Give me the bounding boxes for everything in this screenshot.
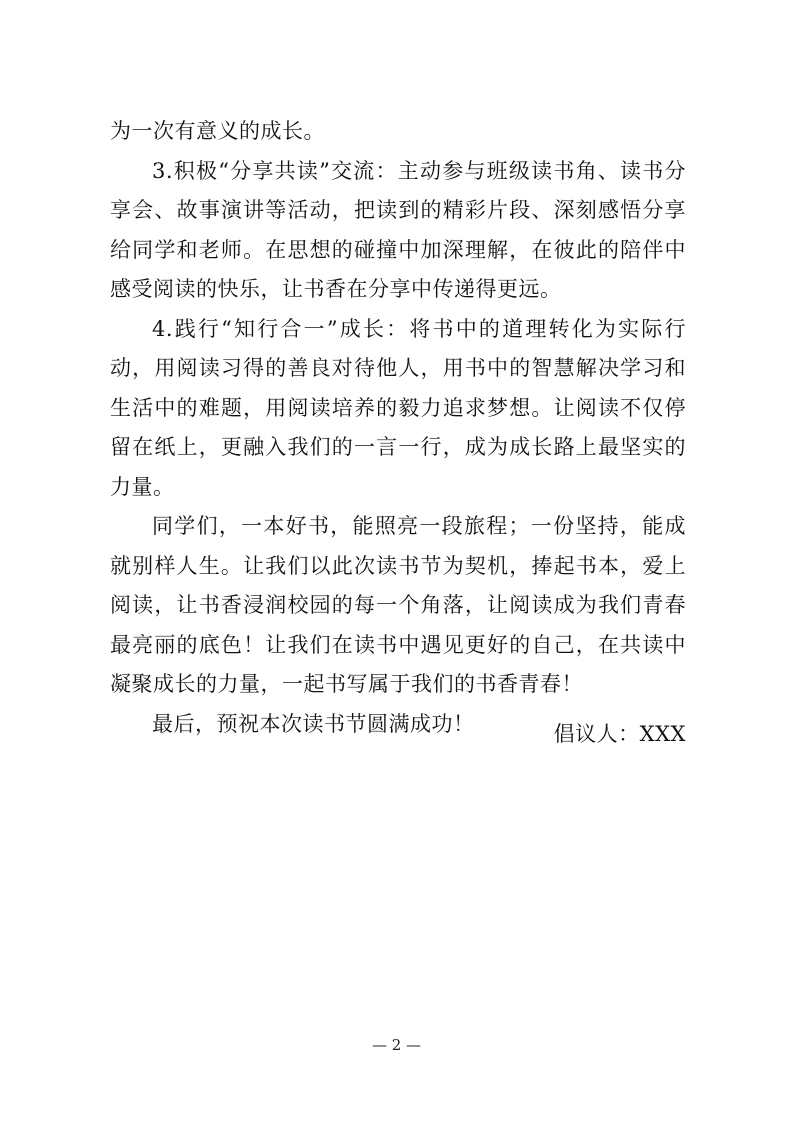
paragraph-closing-wish: 最后，预祝本次读书节圆满成功！ xyxy=(152,711,475,736)
paragraph-item-3-share-reading: 3.积极“分享共读”交流：主动参与班级读书角、读书分享会、故事演讲等活动，把读到的精彩片段、深刻感悟分享给同学和老师。在思想的碰撞中加深理解，在彼此的陪伴中感受阅读的快乐，让书香在分享中传递得更远。 xyxy=(110,158,686,301)
signature-line: 倡议人：XXX xyxy=(553,722,686,746)
paragraph-continuation: 为一次有意义的成长。 xyxy=(110,119,325,143)
paragraph-appeal-to-classmates: 同学们，一本好书，能照亮一段旅程；一份坚持，能成就别样人生。让我们以此次读书节为契机，捧起书本，爱上阅读，让书香浸润校园的每一个角落，让阅读成为我们青春最亮丽的底色！让我们在读书中遇见更好的自己，在共读中凝聚成长的力量，一起书写属于我们的书香青春！ xyxy=(110,514,686,696)
document-body xyxy=(110,112,686,744)
paragraph-item-4-practice: 4.践行“知行合一”成长：将书中的道理转化为实际行动，用阅读习得的善良对待他人，用书中的智慧解决学习和生活中的难题，用阅读培养的毅力追求梦想。让阅读不仅停留在纸上，更融入我们的一言一行，成为成长路上最坚实的力量。 xyxy=(110,316,686,499)
page-number: — 2 — xyxy=(371,1036,422,1054)
